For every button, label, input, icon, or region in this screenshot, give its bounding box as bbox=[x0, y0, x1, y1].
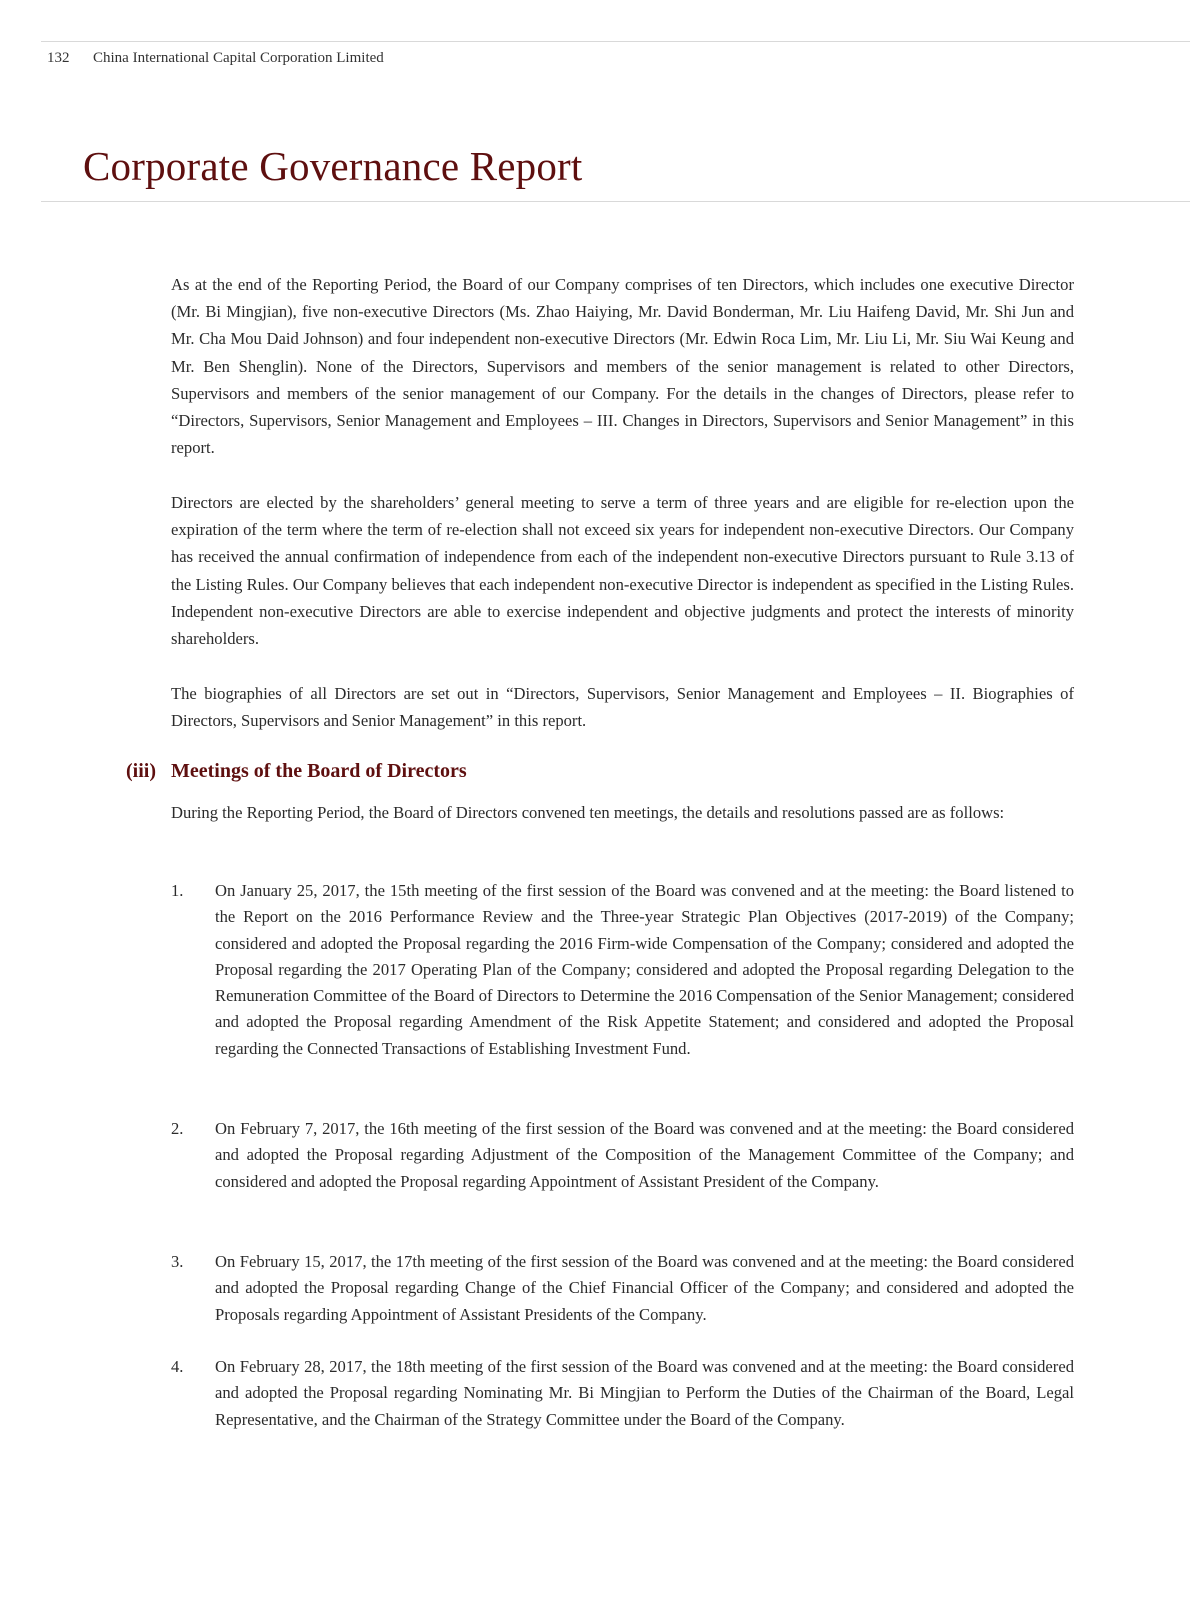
item-text: On January 25, 2017, the 15th meeting of the first session of the Board was convened and at the meeting: the Board listened to the Report on the 2016 Performance Review and the Three-year Strategic Plan Objectives (2017-2019) of the Company; considered and adopted the Proposal regarding the 2016 Firm-wide Compensation of the Company; considered and adopted the Proposal regarding the 2017 Operating Plan of the Company; considered and adopted the Proposal regarding Delegation to the Remuneration Committee of the Board of Directors to Determine the 2016 Compensation of the Senior Management; considered and adopted the Proposal regarding Amendment of the Risk Appetite Statement; and considered and adopted the Proposal regarding the Connected Transactions of Establishing Investment Fund. bbox=[215, 881, 1074, 1058]
meeting-list bbox=[171, 1116, 1074, 1195]
item-text: On February 7, 2017, the 16th meeting of the first session of the Board was convened and at the meeting: the Board considered and adopted the Proposal regarding Adjustment of the Composition of the Management Committee of the Company; and considered and adopted the Proposal regarding Appointment of Assistant President of the Company. bbox=[215, 1119, 1074, 1191]
paragraph-director-election: Directors are elected by the shareholders’ general meeting to serve a term of three years and are eligible for re-election upon the expiration of the term where the term of re-election shall not exceed six years for independent non-executive Directors. Our Company has received the annual confirmation of independence from each of the independent non-executive Directors pursuant to Rule 3.13 of the Listing Rules. Our Company believes that each independent non-executive Director is independent as specified in the Listing Rules. Independent non-executive Directors are able to exercise independent and objective judgments and protect the interests of minority shareholders. bbox=[171, 493, 1074, 649]
meeting-list bbox=[171, 1249, 1074, 1328]
list-item bbox=[171, 878, 1074, 1062]
running-header bbox=[47, 50, 384, 67]
header-rule bbox=[41, 41, 1190, 42]
item-number: 1. bbox=[171, 881, 184, 900]
company-name: China International Capital Corporation Limited bbox=[93, 50, 384, 66]
section-intro: During the Reporting Period, the Board of Directors convened ten meetings, the details and resolutions passed are as follows: bbox=[171, 803, 1005, 822]
meeting-list bbox=[171, 878, 1074, 1062]
paragraph-board-composition: As at the end of the Reporting Period, the Board of our Company comprises of ten Directors, which includes one executive Director (Mr. Bi Mingjian), five non-executive Directors (Ms. Zhao Haiying, Mr. David Bonderman, Mr. Liu Haifeng David, Mr. Shi Jun and Mr. Cha Mou Daid Johnson) and four independent non-executive Directors (Mr. Edwin Roca Lim, Mr. Liu Li, Mr. Siu Wai Keung and Mr. Ben Shenglin). None of the Directors, Supervisors and members of the senior management is related to other Directors, Supervisors and members of the senior management of our Company. For the details in the changes of Directors, please refer to “Directors, Supervisors, Senior Management and Employees – III. Changes in Directors, Supervisors and Senior Management” in this report. bbox=[171, 275, 1074, 458]
section-number: (iii) bbox=[126, 760, 156, 782]
item-text: On February 15, 2017, the 17th meeting of the first session of the Board was convened and at the meeting: the Board considered and adopted the Proposal regarding Change of the Chief Financial Officer of the Company; and considered and adopted the Proposals regarding Appointment of Assistant Presidents of the Company. bbox=[215, 1252, 1074, 1324]
page-title: Corporate Governance Report bbox=[83, 143, 583, 189]
section-heading bbox=[126, 760, 467, 783]
item-number: 2. bbox=[171, 1119, 184, 1138]
item-text: On February 28, 2017, the 18th meeting of the first session of the Board was convened and at the meeting: the Board considered and adopted the Proposal regarding Nominating Mr. Bi Mingjian to Perform the Duties of the Chairman of the Board, Legal Representative, and the Chairman of the Strategy Committee under the Board of the Company. bbox=[215, 1357, 1074, 1429]
title-rule bbox=[41, 201, 1190, 202]
page-number: 132 bbox=[47, 50, 70, 66]
item-number: 3. bbox=[171, 1252, 184, 1271]
list-item bbox=[171, 1249, 1074, 1328]
meeting-list bbox=[171, 1354, 1074, 1433]
list-item bbox=[171, 1354, 1074, 1433]
list-item bbox=[171, 1116, 1074, 1195]
paragraph-biographies: The biographies of all Directors are set out in “Directors, Supervisors, Senior Management and Employees – II. Biographies of Directors, Supervisors and Senior Management” in this report. bbox=[171, 684, 1074, 731]
item-number: 4. bbox=[171, 1357, 184, 1376]
section-title: Meetings of the Board of Directors bbox=[171, 760, 467, 782]
